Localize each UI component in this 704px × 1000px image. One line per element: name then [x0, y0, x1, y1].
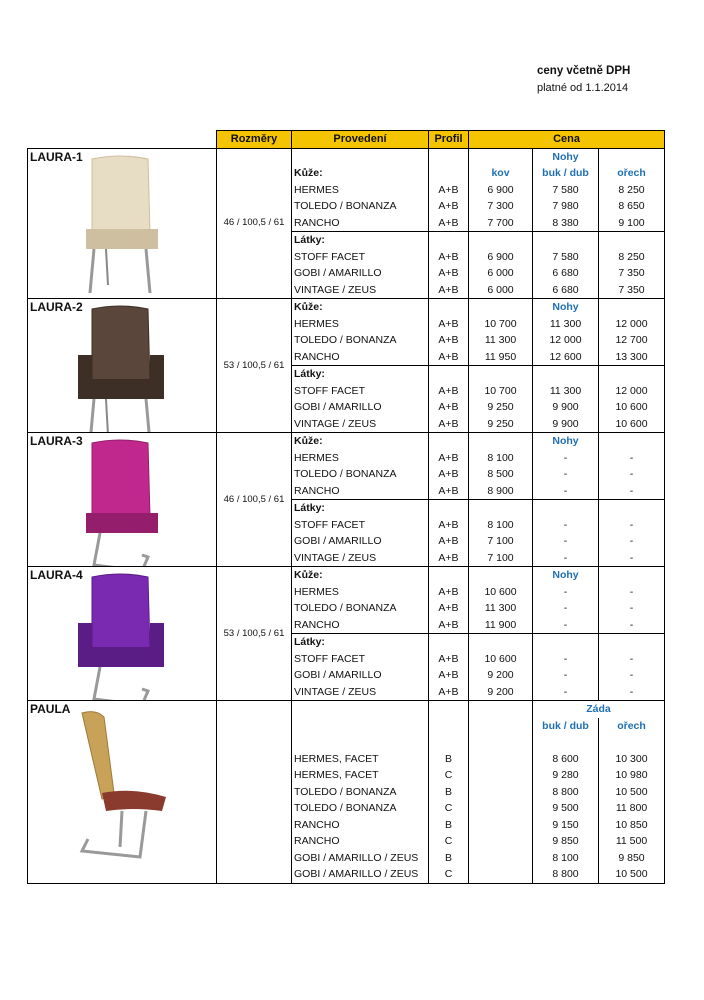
price-kov: 10 700 — [469, 316, 533, 333]
material-name: TOLEDO / BONANZA — [292, 198, 429, 215]
price-buk-dub: 8 800 — [533, 866, 599, 883]
chair-photo-icon — [72, 437, 172, 567]
material-name: RANCHO — [292, 817, 429, 834]
profile: A+B — [429, 215, 469, 232]
profile: A+B — [429, 533, 469, 550]
price-kov: 10 700 — [469, 383, 533, 400]
col-provedeni: Provedení — [292, 131, 429, 149]
material-name: VINTAGE / ZEUS — [292, 416, 429, 433]
price-row — [28, 701, 665, 718]
dimensions: 53 / 100,5 / 61 — [217, 567, 292, 701]
price-kov: 11 950 — [469, 349, 533, 366]
product-name: LAURA-3 — [30, 434, 83, 448]
material-name: RANCHO — [292, 349, 429, 366]
price-note: ceny včetně DPH — [537, 65, 631, 77]
material-name: TOLEDO / BONANZA — [292, 600, 429, 617]
profile: A+B — [429, 466, 469, 483]
price-buk-dub: 12 600 — [533, 349, 599, 366]
price-orech: 12 700 — [599, 332, 665, 349]
price-buk-dub: - — [533, 667, 599, 684]
price-kov: 6 900 — [469, 182, 533, 199]
chair-image — [72, 571, 172, 701]
orech-label: ořech — [599, 718, 665, 735]
material-name: GOBI / AMARILLO — [292, 265, 429, 282]
material-group-label: Kůže: — [292, 433, 429, 450]
material-group-label: Látky: — [292, 366, 429, 383]
price-buk-dub: 9 280 — [533, 767, 599, 784]
price-buk-dub: - — [533, 483, 599, 500]
profile: A+B — [429, 182, 469, 199]
profile: A+B — [429, 584, 469, 601]
price-buk-dub: 8 600 — [533, 751, 599, 768]
price-orech: 10 500 — [599, 866, 665, 883]
material-name: RANCHO — [292, 483, 429, 500]
profile: A+B — [429, 483, 469, 500]
price-orech: - — [599, 483, 665, 500]
price-orech: - — [599, 651, 665, 668]
price-kov: 6 900 — [469, 249, 533, 266]
price-kov: 8 500 — [469, 466, 533, 483]
profile: B — [429, 850, 469, 867]
profile: A+B — [429, 416, 469, 433]
price-kov: 10 600 — [469, 584, 533, 601]
profile: C — [429, 833, 469, 850]
zada-label: Záda — [533, 701, 665, 718]
price-buk-dub: - — [533, 466, 599, 483]
price-orech: 10 300 — [599, 751, 665, 768]
price-buk-dub: - — [533, 517, 599, 534]
buk-dub-label: buk / dub — [533, 165, 599, 182]
nohy-label: Nohy — [533, 567, 599, 584]
material-name: TOLEDO / BONANZA — [292, 800, 429, 817]
chair-image — [72, 303, 172, 433]
price-orech: 11 800 — [599, 800, 665, 817]
profile: A+B — [429, 450, 469, 467]
profile: A+B — [429, 332, 469, 349]
price-buk-dub: 8 800 — [533, 784, 599, 801]
valid-from-note: platné od 1.1.2014 — [537, 82, 629, 94]
price-buk-dub: 8 100 — [533, 850, 599, 867]
material-name: HERMES, FACET — [292, 767, 429, 784]
dimensions: 46 / 100,5 / 61 — [217, 148, 292, 299]
price-orech: - — [599, 517, 665, 534]
kov-label: kov — [469, 165, 533, 182]
profile: C — [429, 866, 469, 883]
price-buk-dub: 9 500 — [533, 800, 599, 817]
chair-photo-icon — [72, 153, 172, 295]
price-buk-dub: 9 850 — [533, 833, 599, 850]
material-name: GOBI / AMARILLO — [292, 399, 429, 416]
material-name: STOFF FACET — [292, 383, 429, 400]
material-group-label: Látky: — [292, 634, 429, 651]
price-orech: 10 980 — [599, 767, 665, 784]
price-orech: 11 500 — [599, 833, 665, 850]
material-name: HERMES — [292, 584, 429, 601]
material-name: HERMES — [292, 316, 429, 333]
product-cell — [28, 701, 217, 884]
product-name: LAURA-4 — [30, 568, 83, 582]
price-orech: 7 350 — [599, 282, 665, 299]
price-orech: 12 000 — [599, 383, 665, 400]
profile: C — [429, 800, 469, 817]
material-group-label: Látky: — [292, 500, 429, 517]
dimensions: 53 / 100,5 / 61 — [217, 299, 292, 433]
dimensions — [217, 701, 292, 884]
price-list-table — [27, 130, 665, 884]
price-buk-dub: 11 300 — [533, 316, 599, 333]
price-buk-dub: 7 980 — [533, 198, 599, 215]
price-orech: 10 500 — [599, 784, 665, 801]
col-rozmery: Rozměry — [217, 131, 292, 149]
material-name: HERMES — [292, 450, 429, 467]
material-name: TOLEDO / BONANZA — [292, 466, 429, 483]
material-name: VINTAGE / ZEUS — [292, 550, 429, 567]
material-name: TOLEDO / BONANZA — [292, 784, 429, 801]
price-kov: 11 300 — [469, 332, 533, 349]
material-group-label: Kůže: — [292, 567, 429, 584]
profile: A+B — [429, 399, 469, 416]
price-kov: 9 200 — [469, 684, 533, 701]
material-name: STOFF FACET — [292, 517, 429, 534]
price-buk-dub: 9 150 — [533, 817, 599, 834]
material-name: TOLEDO / BONANZA — [292, 332, 429, 349]
price-kov: 9 250 — [469, 399, 533, 416]
price-buk-dub: - — [533, 600, 599, 617]
product-name: LAURA-1 — [30, 149, 83, 164]
nohy-label: Nohy — [533, 433, 599, 450]
profile: A+B — [429, 550, 469, 567]
material-name: VINTAGE / ZEUS — [292, 684, 429, 701]
price-orech: 7 350 — [599, 265, 665, 282]
price-buk-dub: - — [533, 651, 599, 668]
buk-dub-label: buk / dub — [533, 718, 599, 735]
price-orech: 10 600 — [599, 399, 665, 416]
price-orech: 10 850 — [599, 817, 665, 834]
material-name: STOFF FACET — [292, 249, 429, 266]
profile: A+B — [429, 349, 469, 366]
price-kov: 8 100 — [469, 450, 533, 467]
price-buk-dub: 7 580 — [533, 182, 599, 199]
price-buk-dub: - — [533, 617, 599, 634]
profile: A+B — [429, 282, 469, 299]
material-group-label: Látky: — [292, 232, 429, 249]
price-buk-dub: 8 380 — [533, 215, 599, 232]
price-buk-dub: 12 000 — [533, 332, 599, 349]
price-row — [28, 567, 665, 584]
price-orech: 10 600 — [599, 416, 665, 433]
price-list-body — [28, 148, 665, 883]
material-name: RANCHO — [292, 833, 429, 850]
profile: C — [429, 767, 469, 784]
price-kov: 7 100 — [469, 550, 533, 567]
col-cena: Cena — [469, 131, 665, 149]
nohy-label: Nohy — [533, 148, 599, 165]
price-kov: 6 000 — [469, 282, 533, 299]
profile: B — [429, 817, 469, 834]
profile: A+B — [429, 249, 469, 266]
price-orech: - — [599, 533, 665, 550]
price-kov: 10 600 — [469, 651, 533, 668]
profile: A+B — [429, 684, 469, 701]
material-name: VINTAGE / ZEUS — [292, 282, 429, 299]
profile: A+B — [429, 600, 469, 617]
price-buk-dub: - — [533, 450, 599, 467]
chair-image — [62, 707, 182, 872]
price-row — [28, 299, 665, 316]
product-cell — [28, 299, 217, 433]
price-buk-dub: 9 900 — [533, 416, 599, 433]
chair-image — [72, 153, 172, 299]
chair-photo-icon — [62, 707, 182, 867]
dimensions: 46 / 100,5 / 61 — [217, 433, 292, 567]
price-row — [28, 433, 665, 450]
profile: B — [429, 751, 469, 768]
price-orech: 8 250 — [599, 182, 665, 199]
price-orech: - — [599, 584, 665, 601]
price-orech: 8 650 — [599, 198, 665, 215]
material-name: GOBI / AMARILLO — [292, 667, 429, 684]
product-cell — [28, 567, 217, 701]
price-buk-dub: - — [533, 584, 599, 601]
profile: A+B — [429, 517, 469, 534]
price-orech: 9 850 — [599, 850, 665, 867]
price-kov: 8 900 — [469, 483, 533, 500]
profile: A+B — [429, 265, 469, 282]
header-row — [28, 131, 665, 149]
price-orech: 13 300 — [599, 349, 665, 366]
material-name: HERMES, FACET — [292, 751, 429, 768]
material-name: HERMES — [292, 182, 429, 199]
material-name: STOFF FACET — [292, 651, 429, 668]
material-name: GOBI / AMARILLO / ZEUS — [292, 850, 429, 867]
chair-photo-icon — [72, 303, 172, 433]
profile: B — [429, 784, 469, 801]
price-orech: - — [599, 450, 665, 467]
price-buk-dub: 7 580 — [533, 249, 599, 266]
material-name: GOBI / AMARILLO / ZEUS — [292, 866, 429, 883]
price-kov: 7 100 — [469, 533, 533, 550]
price-orech: - — [599, 667, 665, 684]
price-buk-dub: 6 680 — [533, 265, 599, 282]
price-buk-dub: - — [533, 684, 599, 701]
price-kov: 11 900 — [469, 617, 533, 634]
price-kov: 9 250 — [469, 416, 533, 433]
price-kov: 11 300 — [469, 600, 533, 617]
price-orech: - — [599, 684, 665, 701]
price-kov: 7 300 — [469, 198, 533, 215]
price-orech: 12 000 — [599, 316, 665, 333]
price-orech: - — [599, 466, 665, 483]
price-kov: 7 700 — [469, 215, 533, 232]
price-kov: 6 000 — [469, 265, 533, 282]
profile: A+B — [429, 667, 469, 684]
product-cell — [28, 433, 217, 567]
product-name: PAULA — [30, 702, 71, 716]
price-buk-dub: 9 900 — [533, 399, 599, 416]
price-orech: 8 250 — [599, 249, 665, 266]
price-row — [28, 148, 665, 165]
price-buk-dub: 6 680 — [533, 282, 599, 299]
profile: A+B — [429, 383, 469, 400]
price-kov: 8 100 — [469, 517, 533, 534]
price-orech: - — [599, 617, 665, 634]
material-group-label: Kůže: — [292, 299, 429, 316]
material-name: GOBI / AMARILLO — [292, 533, 429, 550]
nohy-label: Nohy — [533, 299, 599, 316]
profile: A+B — [429, 316, 469, 333]
profile: A+B — [429, 651, 469, 668]
material-group-label: Kůže: — [292, 165, 429, 182]
chair-photo-icon — [72, 571, 172, 701]
product-cell — [28, 148, 217, 299]
price-buk-dub: - — [533, 550, 599, 567]
chair-image — [72, 437, 172, 567]
price-orech: 9 100 — [599, 215, 665, 232]
price-buk-dub: 11 300 — [533, 383, 599, 400]
price-orech: - — [599, 600, 665, 617]
orech-label: ořech — [599, 165, 665, 182]
product-name: LAURA-2 — [30, 300, 83, 314]
price-kov: 9 200 — [469, 667, 533, 684]
price-buk-dub: - — [533, 533, 599, 550]
material-name: RANCHO — [292, 215, 429, 232]
profile: A+B — [429, 617, 469, 634]
col-profil: Profil — [429, 131, 469, 149]
material-name: RANCHO — [292, 617, 429, 634]
price-orech: - — [599, 550, 665, 567]
profile: A+B — [429, 198, 469, 215]
